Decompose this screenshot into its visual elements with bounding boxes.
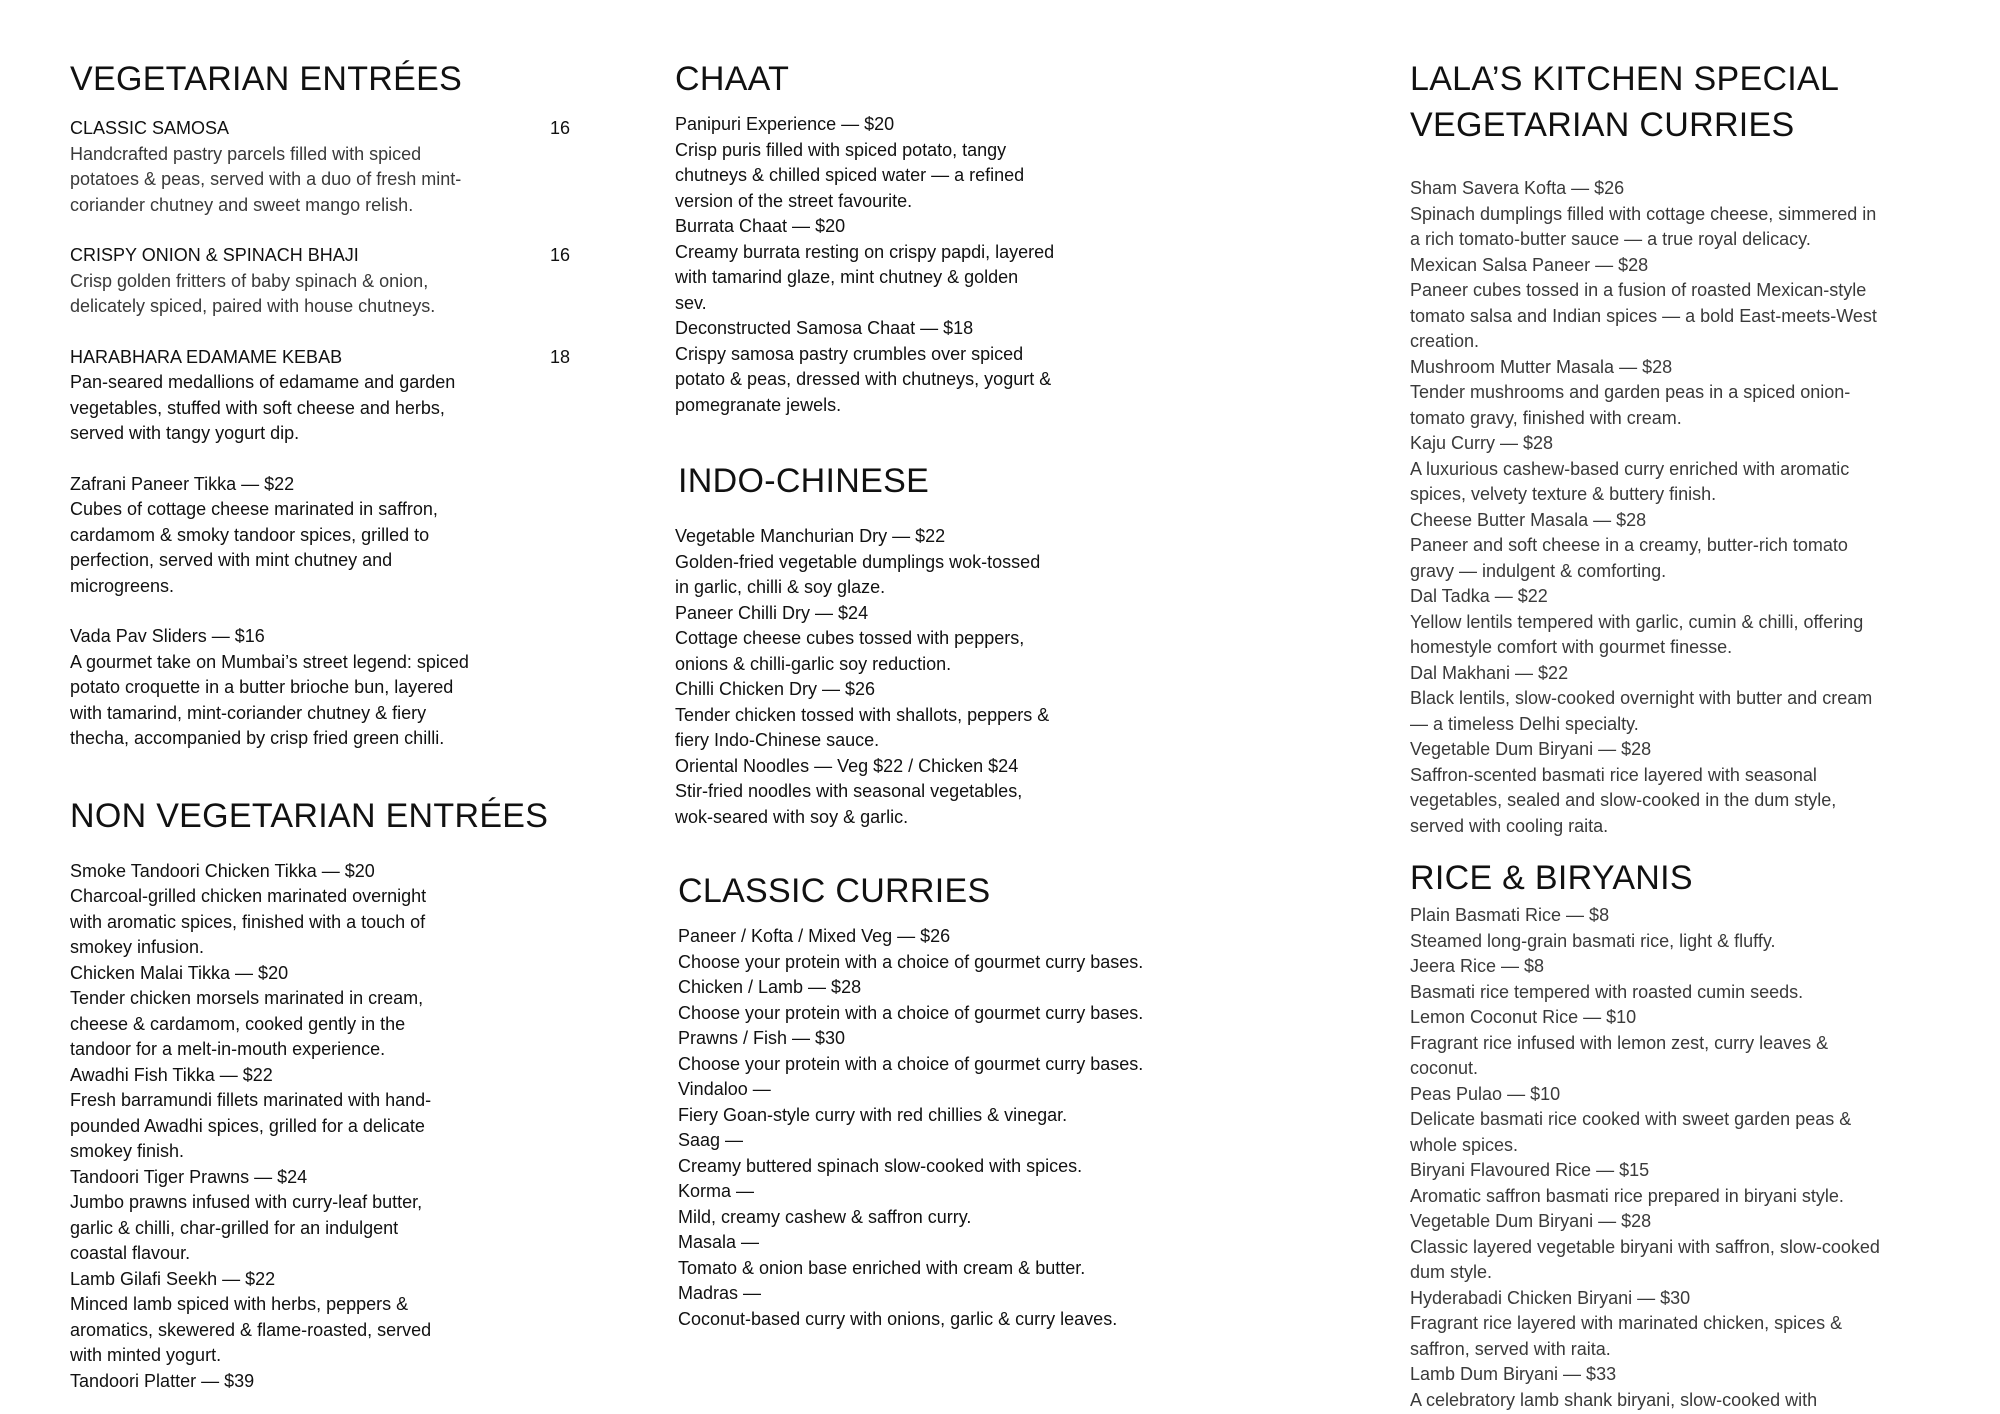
item-description: Yellow lentils tempered with garlic, cumin & chilli, offering homestyle comfort with gourmet finesse. — [1410, 611, 1864, 657]
item-description: Steamed long-grain basmati rice, light & fluffy. — [1410, 930, 1776, 951]
item-name: Korma — — [678, 1181, 755, 1201]
item-name: Chicken / Lamb — $28 — [678, 977, 862, 997]
item-name: Mexican Salsa Paneer — $28 — [1410, 254, 1649, 275]
section-title-vegetarian-entrees: VEGETARIAN ENTRÉES — [70, 60, 463, 98]
chaat-list — [675, 112, 1235, 418]
section-title-lala-special: LALA’S KITCHEN SPECIAL VEGETARIAN CURRIES — [1410, 60, 1840, 144]
item-name: Plain Basmati Rice — $8 — [1410, 905, 1610, 925]
item-description: Spinach dumplings filled with cottage cheese, simmered in a rich tomato-butter sauce — a true royal delicacy. — [1410, 203, 1877, 249]
item-name: Jeera Rice — $8 — [1410, 956, 1545, 976]
item-name: Chicken Malai Tikka — $20 — [70, 962, 289, 983]
menu-item — [70, 345, 570, 447]
non-veg-list — [70, 859, 570, 1395]
item-description: Paneer and soft cheese in a creamy, butter-rich tomato gravy — indulgent & comforting. — [1410, 535, 1848, 581]
item-description: Crispy samosa pastry crumbles over spiced potato & peas, dressed with chutneys, yogurt & pomegranate jewels. — [675, 343, 1052, 415]
item-name: CRISPY ONION & SPINACH BHAJI — [70, 245, 359, 265]
item-name: Paneer / Kofta / Mixed Veg — $26 — [678, 926, 951, 946]
item-description: A celebratory lamb shank biryani, slow-cooked with — [1410, 1389, 1818, 1410]
item-description: Choose your protein with a choice of gourmet curry bases. — [678, 1002, 1144, 1023]
item-description: Aromatic saffron basmati rice prepared in biryani style. — [1410, 1185, 1844, 1206]
lala-special-list — [1410, 176, 1930, 839]
item-description: Saffron-scented basmati rice layered with seasonal vegetables, sealed and slow-cooked in the dum style, served with cooling raita. — [1410, 764, 1837, 836]
item-name: Lemon Coconut Rice — $10 — [1410, 1007, 1637, 1027]
item-name: Tandoori Platter — $39 — [70, 1370, 255, 1391]
item-name: Saag — — [678, 1130, 744, 1150]
item-description: Pan-seared medallions of edamame and garden vegetables, stuffed with soft cheese and herbs, served with tangy yogurt dip. — [70, 372, 456, 443]
item-name: Mushroom Mutter Masala — $28 — [1410, 356, 1673, 377]
item-name: CLASSIC SAMOSA — [70, 118, 230, 138]
item-name: Masala — — [678, 1232, 760, 1252]
column-middle — [675, 56, 1235, 1332]
column-right — [1410, 56, 1930, 1413]
item-description: Crisp golden fritters of baby spinach & onion, delicately spiced, paired with house chutneys. — [70, 270, 436, 316]
item-name: Peas Pulao — $10 — [1410, 1083, 1561, 1104]
item-description: Fiery Goan-style curry with red chillies & vinegar. — [678, 1104, 1068, 1125]
item-description: Fresh barramundi fillets marinated with hand- pounded Awadhi spices, grilled for a delicate smokey finish. — [70, 1090, 432, 1161]
item-description: Classic layered vegetable biryani with saffron, slow-cooked dum style. — [1410, 1236, 1880, 1282]
item-description: Basmati rice tempered with roasted cumin seeds. — [1410, 981, 1804, 1002]
item-name: Deconstructed Samosa Chaat — $18 — [675, 318, 974, 338]
item-name: Awadhi Fish Tikka — $22 — [70, 1064, 273, 1085]
item-description: Coconut-based curry with onions, garlic & curry leaves. — [678, 1308, 1118, 1329]
item-name: Paneer Chilli Dry — $24 — [675, 602, 869, 623]
item-description: A gourmet take on Mumbai’s street legend: spiced potato croquette in a butter brioche bun, layered with tamarind, mint-coriander chutney & fiery thecha, accompanied by crisp fried green chilli. — [70, 651, 469, 748]
item-name: Zafrani Paneer Tikka — $22 — [70, 473, 295, 494]
item-name: Hyderabadi Chicken Biryani — $30 — [1410, 1287, 1691, 1308]
item-price: 18 — [549, 346, 570, 367]
item-description: Tender mushrooms and garden peas in a spiced onion- tomato gravy, finished with cream. — [1410, 382, 1851, 428]
item-description: Paneer cubes tossed in a fusion of roasted Mexican-style tomato salsa and Indian spices — a bold East-meets-West creation. — [1410, 280, 1877, 351]
item-description: Handcrafted pastry parcels filled with spiced potatoes & peas, served with a duo of fresh mint- coriander chutney and sweet mango relish. — [70, 143, 462, 215]
item-description: Minced lamb spiced with herbs, peppers & aromatics, skewered & flame-roasted, served with minted yogurt. — [70, 1294, 432, 1365]
item-description: Tender chicken morsels marinated in cream, cheese & cardamom, cooked gently in the tandoor for a melt-in-mouth experience. — [70, 988, 424, 1059]
item-description: Choose your protein with a choice of gourmet curry bases. — [678, 951, 1144, 972]
item-description: Fragrant rice layered with marinated chicken, spices & saffron, served with raita. — [1410, 1313, 1843, 1359]
item-description: Choose your protein with a choice of gourmet curry bases. — [678, 1053, 1144, 1074]
item-name: Dal Makhani — $22 — [1410, 662, 1569, 683]
section-title-classic-curries: CLASSIC CURRIES — [678, 872, 991, 910]
item-name: Vindaloo — — [678, 1079, 771, 1099]
indo-chinese-list — [675, 524, 1235, 830]
item-description: Crisp puris filled with spiced potato, tangy chutneys & chilled spiced water — a refined version of the street favourite. — [675, 139, 1025, 211]
menu-item — [70, 472, 570, 600]
item-price: 16 — [549, 118, 570, 138]
item-name: Sham Savera Kofta — $26 — [1410, 178, 1625, 198]
item-description: A luxurious cashew-based curry enriched with aromatic spices, velvety texture & buttery finish. — [1410, 458, 1850, 504]
section-title-non-veg-entrees: NON VEGETARIAN ENTRÉES — [70, 796, 549, 835]
item-description: Golden-fried vegetable dumplings wok-tossed in garlic, chilli & soy glaze. — [675, 551, 1041, 597]
menu-item — [70, 624, 570, 752]
item-description: Tomato & onion base enriched with cream & butter. — [678, 1257, 1086, 1278]
item-name: Burrata Chaat — $20 — [675, 216, 846, 236]
item-name: Vegetable Dum Biryani — $28 — [1410, 739, 1652, 759]
menu-item — [70, 116, 570, 218]
column-left — [70, 56, 570, 1394]
item-name: Biryani Flavoured Rice — $15 — [1410, 1160, 1650, 1180]
item-description: Fragrant rice infused with lemon zest, curry leaves & coconut. — [1410, 1032, 1829, 1078]
section-title-chaat: CHAAT — [675, 60, 790, 98]
item-name: Tandoori Tiger Prawns — $24 — [70, 1166, 308, 1187]
item-name: Madras — — [678, 1283, 762, 1303]
item-description: Delicate basmati rice cooked with sweet garden peas & whole spices. — [1410, 1109, 1852, 1155]
item-name: Prawns / Fish — $30 — [678, 1028, 846, 1048]
item-name: Dal Tadka — $22 — [1410, 586, 1548, 606]
item-name: Vegetable Dum Biryani — $28 — [1410, 1211, 1652, 1231]
rice-list — [1410, 903, 1930, 1413]
menu-item — [70, 243, 570, 320]
section-title-rice-biryanis: RICE & BIRYANIS — [1410, 859, 1693, 897]
section-title-indo-chinese: INDO-CHINESE — [678, 462, 930, 500]
item-description: Creamy buttered spinach slow-cooked with spices. — [678, 1155, 1083, 1176]
item-description: Mild, creamy cashew & saffron curry. — [678, 1206, 972, 1227]
item-description: Creamy burrata resting on crispy papdi, layered with tamarind glaze, mint chutney & golden sev. — [675, 241, 1055, 313]
item-name: Lamb Gilafi Seekh — $22 — [70, 1268, 276, 1289]
item-description: Cubes of cottage cheese marinated in saffron, cardamom & smoky tandoor spices, grilled to perfection, served with mint chutney and microgreens. — [70, 499, 438, 596]
item-description: Cottage cheese cubes tossed with peppers, onions & chilli-garlic soy reduction. — [675, 628, 1025, 674]
item-name: Vegetable Manchurian Dry — $22 — [675, 526, 946, 546]
item-name: HARABHARA EDAMAME KEBAB — [70, 346, 343, 367]
item-name: Smoke Tandoori Chicken Tikka — $20 — [70, 860, 375, 881]
item-description: Charcoal-grilled chicken marinated overnight with aromatic spices, finished with a touch of smokey infusion. — [70, 886, 427, 957]
item-price: 16 — [549, 245, 570, 265]
item-description: Jumbo prawns infused with curry-leaf butter, garlic & chilli, char-grilled for an indulgent coastal flavour. — [70, 1192, 423, 1263]
item-description: Black lentils, slow-cooked overnight with butter and cream — a timeless Delhi specialty. — [1410, 688, 1873, 734]
item-name: Chilli Chicken Dry — $26 — [675, 679, 876, 699]
item-name: Vada Pav Sliders — $16 — [70, 626, 265, 646]
item-name: Cheese Butter Masala — $28 — [1410, 509, 1647, 530]
item-description: Stir-fried noodles with seasonal vegetables, wok-seared with soy & garlic. — [675, 781, 1023, 827]
item-name: Panipuri Experience — $20 — [675, 114, 895, 134]
classic-curries-section — [678, 868, 1235, 1332]
item-description: Tender chicken tossed with shallots, peppers & fiery Indo-Chinese sauce. — [675, 704, 1050, 750]
item-name: Lamb Dum Biryani — $33 — [1410, 1364, 1617, 1384]
item-name: Oriental Noodles — Veg $22 / Chicken $24 — [675, 755, 1019, 776]
item-name: Kaju Curry — $28 — [1410, 433, 1554, 453]
